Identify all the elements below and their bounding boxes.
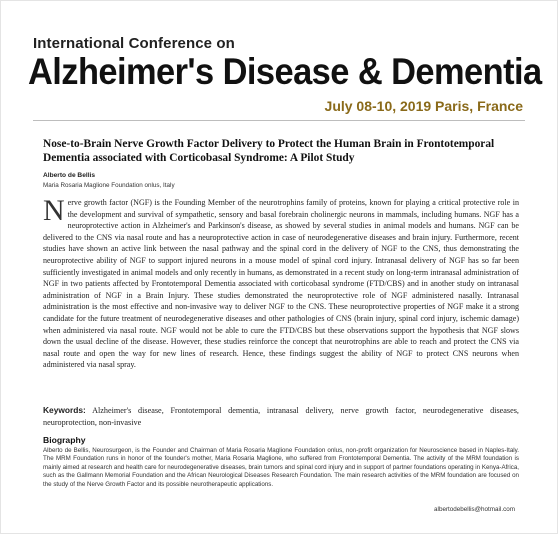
abstract (43, 194, 519, 371)
biography-text: Alberto de Bellis, Neurosurgeon, is the Founder and Chairman of Maria Rosaria Maglione Foundation onlus, non-profit organization for Neuroscience based in Naples-Italy. The MRM Foundation runs in honor of the founder's mother, Maria Rosaria Maglione, who suffered from Frontotemporal Dementia. The activity of the MRM foundation is mainly aimed at research and health care for neurodegenerative diseases, brain tumors and spinal cord injury and in support of partner foundations operating in Kenya-Africa, such as the Gallmann Memorial Foundation and the African Neurological Diseases Research Foundation. The main research activities of the MRM foundation are focused on the study of the Nerve Growth Factor and its possible neurotherapeutic applications. (43, 447, 519, 488)
author-affiliation: Maria Rosaria Maglione Foundation onlus, Italy (43, 182, 175, 189)
paper-title: Nose-to-Brain Nerve Growth Factor Delivery to Protect the Human Brain in Frontotemporal Dementia associated with Corticobasal Syndrome: A Pilot Study (43, 138, 495, 164)
conference-pre-title: International Conference on (33, 35, 235, 52)
biography-heading: Biography (43, 435, 86, 445)
header-divider (33, 120, 525, 121)
conference-title: Alzheimer's Disease & Dementia (28, 51, 542, 92)
abstract-dropcap: N (43, 194, 65, 227)
author-email[interactable]: albertodebellis@hotmail.com (434, 506, 515, 513)
keywords-label: Keywords: (43, 405, 86, 415)
conference-date-location: July 08-10, 2019 Paris, France (324, 98, 523, 114)
keywords-list: Alzheimer's disease, Frontotemporal dementia, intranasal delivery, nerve growth factor, neurodegenerative diseases, neuroprotection, non-invasive (43, 406, 519, 427)
abstract-body: erve growth factor (NGF) is the Founding Member of the neurotrophins family of proteins, known for playing a critical protective role in the development and survival of sympathetic, sensory and basal forebrain cholinergic neurons in mammals, including humans. NGF has a neuroprotective action in Alzheimer's and Parkinson's disease, as showed by several studies in animal models and humans. NGF can be delivered to the CNS via nasal route and has a neuroprotective action in case of neurodegenerative diseases and brain injury. Furthermore, recent studies have shown an active link between the nasal pathway and the spinal cord in the delivery of NGF to the CNS, thus demonstrating the neuroprotective ability of NGF to support injured neurons in a mouse model of spinal cord injury. Intranasal delivery of NGF has so far been sufficiently investigated in animal models and only recently in humans, as demonstrated in a recent study on long-term intranasal administration of NGF in two patients affected by Frontotemporal Dementia associated with corticobasal syndrome (FTD/CBS) and in another study on intranasal administration of NGF in a Brain Injury. These studies demonstrated the neuroprotective role of NGF administered nasally. Intranasal administration is the most effective and non-invasive way to deliver NGF to the CNS. These neuroprotective properties of NGF make it a strong candidate for the future treatment of neurodegenerative diseases and other pathologies of CNS (brain injury, spinal cord injury, ischemic damage) when administered via nasal route. NGF would not be able to cure the FTD/CBS but these observations support the hypothesis that NGF slows down the usual decline of the disease. However, these studies reinforce the concept that neurotrophins are able to reach and protect the CNS via nasal route and open the way for new lines of research. Hence, these findings suggest the ability of NGF to protect CNS neurons when administered via nasal spray. (43, 198, 519, 370)
author-name: Alberto de Bellis (43, 172, 96, 179)
keywords-block (43, 405, 519, 428)
